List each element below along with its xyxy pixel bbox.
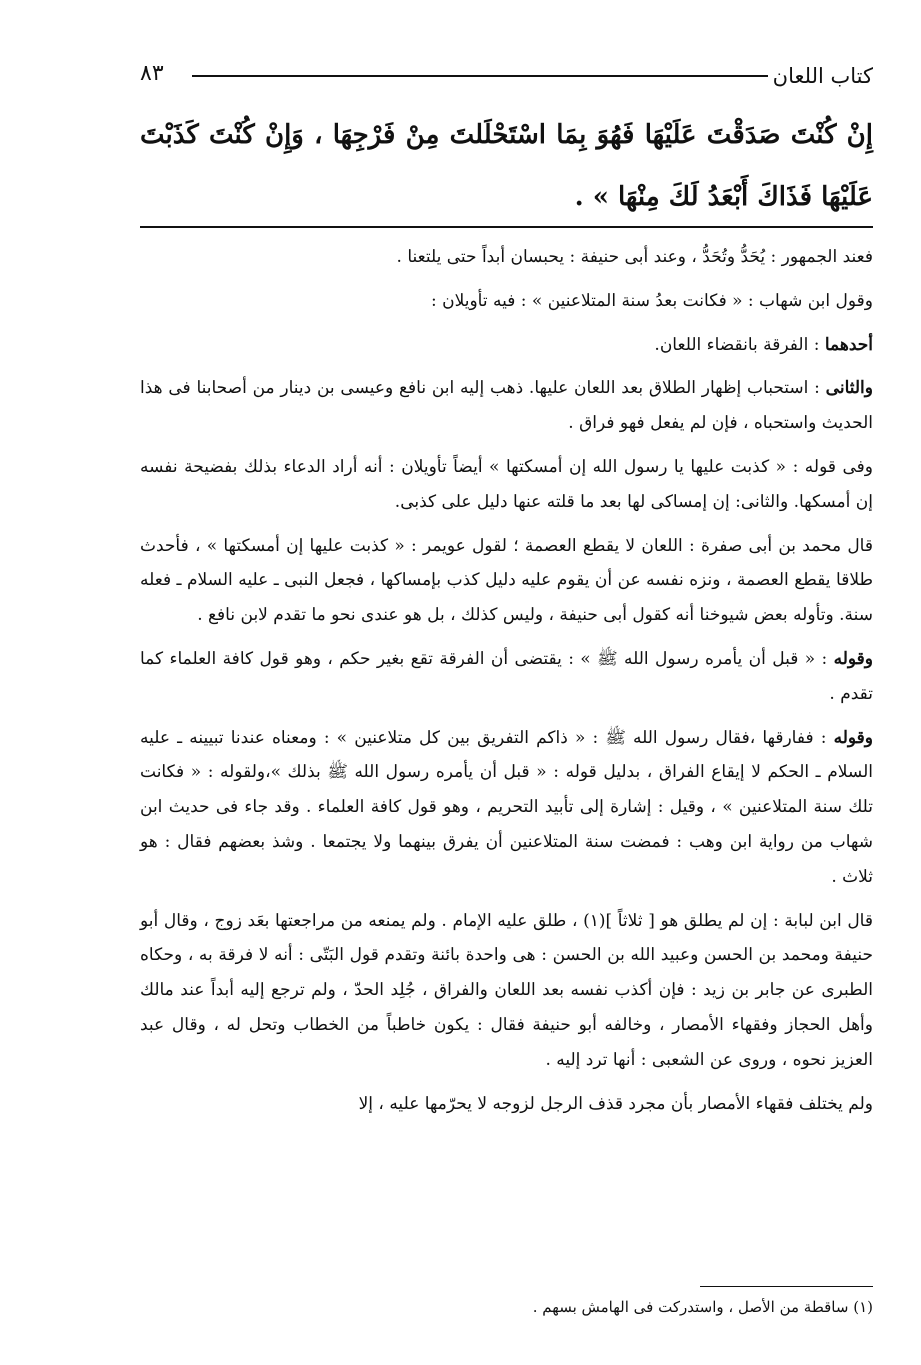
paragraph: [140, 1087, 873, 1122]
paragraph: [140, 529, 873, 633]
paragraph: [140, 371, 873, 441]
header-rule: [192, 75, 768, 77]
paragraph-lead: وقوله: [833, 727, 873, 748]
paragraph-text: : « قبل أن يأمره رسول الله ﷺ » : يقتضى أن الفرقة تقع بغير حكم ، وهو قول كافة العلماء كما تقدم .: [140, 648, 873, 704]
paragraph-lead: أحدهما: [824, 334, 873, 355]
paragraph-text: قال محمد بن أبى صفرة : اللعان لا يقطع العصمة ؛ لقول عويمر : « كذبت عليها إن أمسكتها » ، فأحدث طلاقا يقطع العصمة ، ونزه نفسه عن أن يقوم عليه دليل كذب بإمساكها ، فجعل النبى ـ عليه السلام ـ فعله سنة. وتأوله بعض شيوخنا أنه كقول أبى حنيفة ، وليس كذلك ، بل هو عندى نحو ما تقدم لابن نافع .: [140, 535, 873, 626]
footnote-rule: [700, 1286, 873, 1287]
page-number: ٨٣: [140, 61, 164, 86]
paragraph-text: وفى قوله : « كذبت عليها يا رسول الله إن أمسكتها » أيضاً تأويلان : أنه أراد الدعاء بذلك بفضيحة نفسه إن أمسكها. والثانى: إن إمساكى لها بعد ما قلته عنها دليل على كذبى.: [140, 456, 873, 512]
paragraph-text: فعند الجمهور : يُحَدُّ وتُحَدُّ ، وعند أبى حنيفة : يحبسان أبداً حتى يلتعنا .: [396, 247, 873, 267]
paragraph-text: وقول ابن شهاب : « فكانت بعدُ سنة المتلاعنين » : فيه تأويلان :: [430, 290, 873, 311]
paragraph: [140, 240, 873, 275]
paragraph: [140, 284, 873, 319]
paragraph-text: : استحباب إظهار الطلاق بعد اللعان عليها. ذهب إليه ابن نافع وعيسى بن دينار من أصحابنا فى هذا الحديث واستحباه ، فإن لم يفعل فهو فراق .: [140, 378, 873, 434]
commentary-body: [140, 240, 873, 1121]
paragraph-lead: والثانى: [825, 378, 873, 399]
paragraph: [140, 328, 873, 363]
paragraph-text: : ففارقها ،فقال رسول الله ﷺ : « ذاكم التفريق بين كل متلاعنين » : ومعناه عندنا تبيينه ـ عليه السلام ـ الحكم لا إيقاع الفراق ، بدليل قوله : « قبل أن يأمره رسول الله ﷺ بذلك »،ولقوله : « فكانت تلك سنة المتلاعنين » ، وقيل : إشارة إلى تأبيد التحريم ، وهو قول كافة العلماء . وقد جاء فى حديث ابن شهاب من رواية ابن وهب : فمضت سنة المتلاعنين أن يفرق بينهما ولا يجتمعا . وشذ بعضهم فقال : هو ثلاث .: [140, 727, 873, 887]
paragraph: [140, 904, 873, 1078]
paragraph-text: : الفرقة بانقضاء اللعان.: [654, 334, 825, 355]
footnote: (١) ساقطة من الأصل ، واستدركت فى الهامش بسهم .: [532, 1298, 873, 1316]
hadith-text: إِنْ كُنْتَ صَدَقْتَ عَلَيْهَا فَهُوَ بِمَا اسْتَحْلَلتَ مِنْ فَرْجِهَا ، وَإِنْ كُنْتَ كَذَبْتَ عَلَيْهَا فَذَاكَ أَبْعَدُ لَكَ مِنْهَا » .: [140, 120, 873, 212]
section-divider: [140, 226, 873, 228]
book-title: كتاب اللعان: [772, 64, 873, 88]
paragraph-text: ولم يختلف فقهاء الأمصار بأن مجرد قذف الرجل لزوجه لا يحرّمها عليه ، إلا: [358, 1093, 873, 1114]
paragraph: [140, 721, 873, 895]
paragraph-lead: وقوله: [833, 648, 873, 669]
paragraph: [140, 642, 873, 712]
running-header: [140, 56, 873, 96]
paragraph-text: قال ابن لبابة : إن لم يطلق هو [ ثلاثاً ](١) ، طلق عليه الإمام . ولم يمنعه من مراجعتها بعَد زوج ، وقال أبو حنيفة ومحمد بن الحسن وعبيد الله بن الحسن : هى واحدة بائنة وتقدم قول البَتّى : أنه لا فرقة به ، وحكاه الطبرى عن جابر بن زيد : فإن أكذب نفسه بعد اللعان والفراق ، جُلِد الحدّ ، ولم ترجع إليه أبداً عند مالك وأهل الحجاز وفقهاء الأمصار ، وخالفه أبو حنيفة فقال : يكون خاطباً من الخطاب وتحل له ، وقال عبد العزيز نحوه ، وروى عن الشعبى : أنها ترد إليه .: [140, 910, 873, 1070]
paragraph: [140, 450, 873, 520]
